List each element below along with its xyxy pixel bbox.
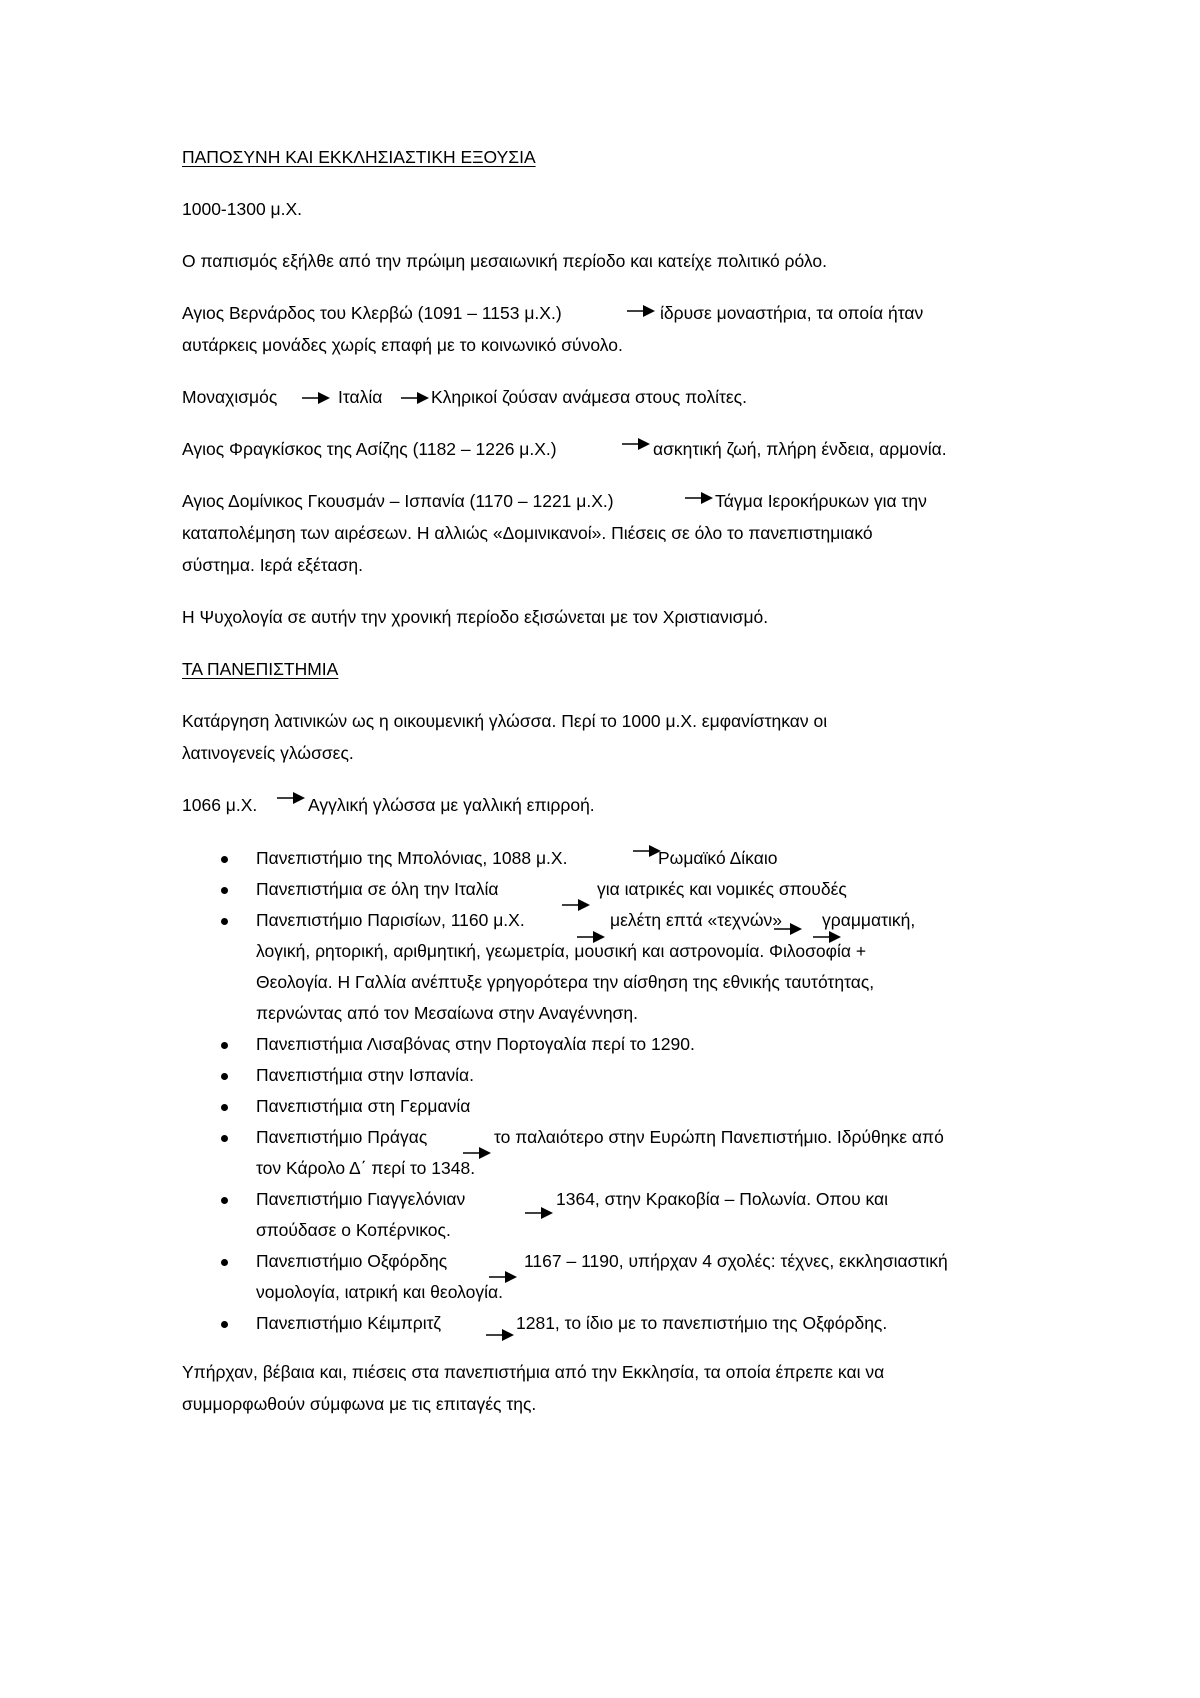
text-dominic-cont2: σύστημα. Ιερά εξέταση. (182, 555, 363, 575)
arrow-icon (633, 844, 661, 858)
bullet-icon (221, 1073, 228, 1080)
arrow-icon (277, 791, 305, 805)
section-heading-universities: ΤΑ ΠΑΝΕΠΙΣΤΗΜΙΑ (182, 659, 339, 679)
list-item-jagiellonian: Πανεπιστήμιο Γιαγγελόνιαν (256, 1189, 466, 1209)
text-italy: Ιταλία (338, 387, 383, 407)
list-item-paris: Πανεπιστήμιο Παρισίων, 1160 μ.Χ. (256, 910, 525, 930)
text-1066: 1066 μ.Χ. (182, 795, 258, 815)
text-clergy: Κληρικοί ζούσαν ανάμεσα στους πολίτες. (431, 387, 747, 407)
text-francis-result: ασκητική ζωή, πλήρη ένδεια, αρμονία. (653, 439, 947, 459)
list-item-oxford-cont: νομολογία, ιατρική και θεολογία. (256, 1282, 503, 1302)
paragraph-papacy: Ο παπισμός εξήλθε από την πρώιμη μεσαιωνική περίοδο και κατείχε πολιτικό ρόλο. (182, 251, 827, 271)
list-item-prague-result: το παλαιότερο στην Ευρώπη Πανεπιστήμιο. Ιδρύθηκε από (494, 1127, 944, 1147)
list-item-cambridge: Πανεπιστήμιο Κέιμπριτζ (256, 1313, 442, 1333)
text-bernard-cont: αυτάρκεις μονάδες χωρίς επαφή με το κοινωνικό σύνολο. (182, 335, 623, 355)
arrow-icon (622, 437, 650, 451)
bullet-icon (221, 918, 228, 925)
list-item-jagiellonian-result: 1364, στην Κρακοβία – Πολωνία. Οπου και (556, 1189, 889, 1209)
list-item-prague-cont: τον Κάρολο Δ΄ περί το 1348. (256, 1158, 476, 1178)
text-dominic-result: Τάγμα Ιεροκήρυκων για την (715, 491, 927, 511)
list-item-italy: Πανεπιστήμια σε όλη την Ιταλία (256, 879, 499, 899)
list-item-jagiellonian-cont: σπούδασε ο Κοπέρνικος. (256, 1220, 451, 1240)
text-english: Αγγλική γλώσσα με γαλλική επιρροή. (308, 795, 595, 815)
arrow-icon (813, 930, 841, 944)
arrow-icon (401, 391, 429, 405)
text-francis: Αγιος Φραγκίσκος της Ασίζης (1182 – 1226 μ.Χ.) (182, 439, 557, 459)
list-item-oxford: Πανεπιστήμιο Οξφόρδης (256, 1251, 448, 1271)
bullet-icon (221, 1135, 228, 1142)
list-item-paris-cont3: περνώντας από τον Μεσαίωνα στην Αναγέννηση. (256, 1003, 638, 1023)
arrow-icon (302, 391, 330, 405)
bullet-icon (221, 1259, 228, 1266)
bullet-icon (221, 1197, 228, 1204)
bullet-icon (221, 1321, 228, 1328)
paragraph-psychology: Η Ψυχολογία σε αυτήν την χρονική περίοδο εξισώνεται με τον Χριστιανισμό. (182, 607, 769, 627)
list-item-bologna: Πανεπιστήμιο της Μπολόνιας, 1088 μ.Χ. (256, 848, 568, 868)
bullet-icon (221, 887, 228, 894)
list-item-prague: Πανεπιστήμιο Πράγας (256, 1127, 428, 1147)
arrow-icon (577, 930, 605, 944)
section-heading-papacy: ΠΑΠΟΣΥΝΗ ΚΑΙ ΕΚΚΛΗΣΙΑΣΤΙΚΗ ΕΞΟΥΣΙΑ (182, 147, 536, 167)
text-monasticism: Μοναχισμός (182, 387, 278, 407)
paragraph-latin-cont: λατινογενείς γλώσσες. (182, 743, 354, 763)
text-dominic: Αγιος Δομίνικος Γκουσμάν – Ισπανία (1170 – 1221 μ.Χ.) (182, 491, 614, 511)
list-item-lisbon: Πανεπιστήμια Λισαβόνας στην Πορτογαλία περί το 1290. (256, 1034, 695, 1054)
paragraph-latin: Κατάργηση λατινικών ως η οικουμενική γλώσσα. Περί το 1000 μ.Χ. εμφανίστηκαν οι (182, 711, 828, 731)
list-item-paris-cont2: Θεολογία. Η Γαλλία ανέπτυξε γρηγορότερα την αίσθηση της εθνικής ταυτότητας, (256, 972, 875, 992)
text-bernard: Αγιος Βερνάρδος του Κλερβώ (1091 – 1153 μ.Χ.) (182, 303, 562, 323)
arrow-icon (525, 1206, 553, 1220)
arrow-icon (627, 304, 655, 318)
arrow-icon (463, 1146, 491, 1160)
list-item-oxford-result: 1167 – 1190, υπήρχαν 4 σχολές: τέχνες, εκκλησιαστική (524, 1251, 948, 1271)
list-item-paris-arts: μελέτη επτά «τεχνών» (610, 910, 782, 930)
bullet-icon (221, 856, 228, 863)
list-item-spain: Πανεπιστήμια στην Ισπανία. (256, 1065, 474, 1085)
list-item-bologna-result: Ρωμαϊκό Δίκαιο (658, 848, 778, 868)
list-item-cambridge-result: 1281, το ίδιο με το πανεπιστήμιο της Οξφόρδης. (516, 1313, 888, 1333)
bullet-icon (221, 1104, 228, 1111)
arrow-icon (774, 922, 802, 936)
arrow-icon (562, 898, 590, 912)
text-bernard-result: ίδρυσε μοναστήρια, τα οποία ήταν (660, 303, 924, 323)
paragraph-pressures-cont: συμμορφωθούν σύμφωνα με τις επιταγές της. (182, 1394, 537, 1414)
arrow-icon (486, 1328, 514, 1342)
paragraph-pressures: Υπήρχαν, βέβαια και, πιέσεις στα πανεπιστήμια από την Εκκλησία, τα οποία έπρεπε και να (182, 1362, 885, 1382)
list-item-italy-result: για ιατρικές και νομικές σπουδές (597, 879, 847, 899)
list-item-germany: Πανεπιστήμια στη Γερμανία (256, 1096, 471, 1116)
list-item-paris-cont: λογική, ρητορική, αριθμητική, γεωμετρία, μουσική και αστρονομία. Φιλοσοφία + (256, 941, 867, 961)
date-range: 1000-1300 μ.Χ. (182, 199, 303, 219)
arrow-icon (489, 1270, 517, 1284)
list-item-paris-grammar: γραμματική, (822, 910, 916, 930)
arrow-icon (685, 491, 713, 505)
bullet-icon (221, 1042, 228, 1049)
text-dominic-cont: καταπολέμηση των αιρέσεων. Η αλλιώς «Δομινικανοί». Πιέσεις σε όλο το πανεπιστημιακό (182, 523, 873, 543)
